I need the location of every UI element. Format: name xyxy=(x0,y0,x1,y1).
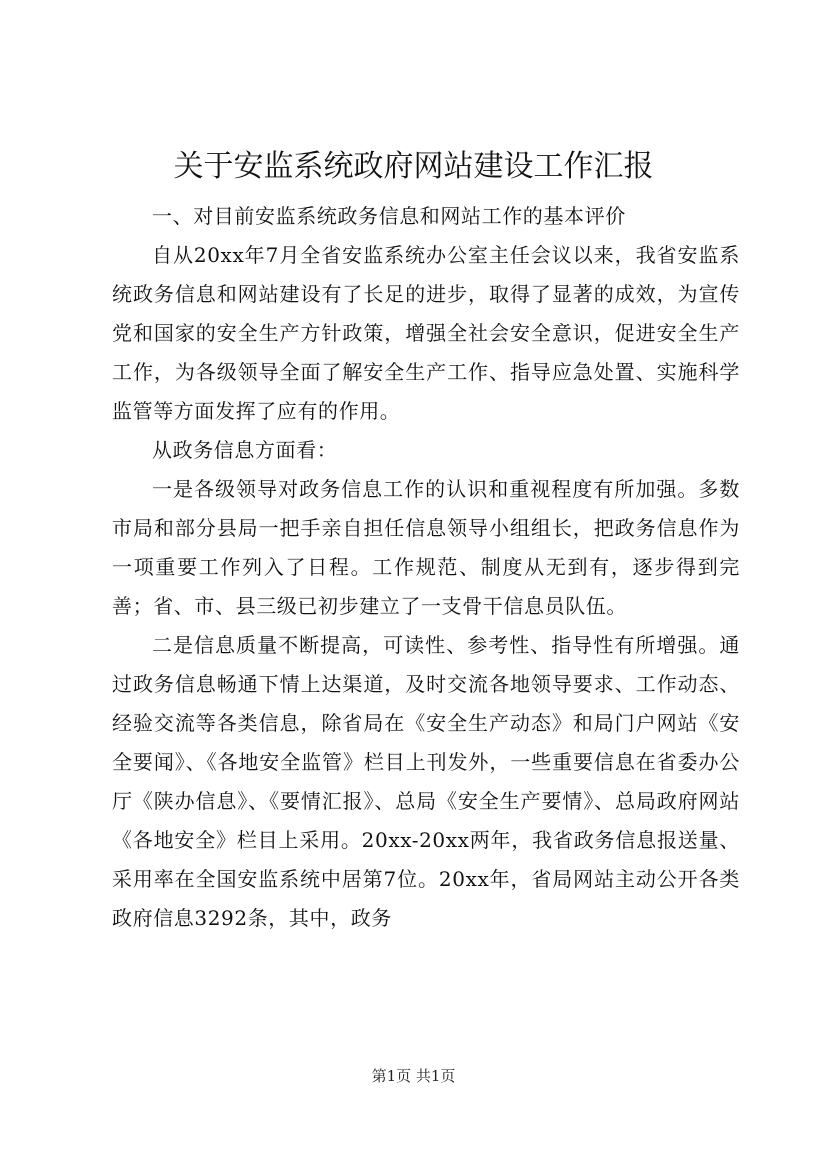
page-number-footer: 第1页 共1页 xyxy=(371,1067,456,1085)
paragraph: 一是各级领导对政务信息工作的认识和重视程度有所加强。多数市局和部分县局一把手亲自担任信息领导小组组长，把政务信息作为一项重要工作列入了日程。工作规范、制度从无到有，逐步得到完善；省、市、县三级已初步建立了一支骨干信息员队伍。 xyxy=(112,477,740,618)
paragraph: 二是信息质量不断提高，可读性、参考性、指导性有所增强。通过政务信息畅通下情上达渠道，及时交流各地领导要求、工作动态、经验交流等各类信息，除省局在《安全生产动态》和局门户网站《安全要闻》、《各地安全监管》栏目上刊发外，一些重要信息在省委办公厅《陕办信息》、《要情汇报》、总局《安全生产要情》、总局政府网站《各地安全》栏目上采用。20xx-20xx两年，我省政务信息报送量、采用率在全国安监系统中居第7位。20xx年，省局网站主动公开各类政府信息3292条，其中，政务 xyxy=(112,633,740,930)
document-title: 关于安监系统政府网站建设工作汇报 xyxy=(173,149,654,184)
paragraph: 从政务信息方面看： xyxy=(152,438,338,462)
paragraph: 自从20xx年7月全省安监系统办公室主任会议以来，我省安监系统政务信息和网站建设有了长足的进步，取得了显著的成效，为宣传党和国家的安全生产方针政策，增强全社会安全意识，促进安全生产工作，为各级领导全面了解安全生产工作、指导应急处置、实施科学监管等方面发挥了应有的作用。 xyxy=(112,243,740,423)
section-heading: 一、对目前安监系统政务信息和网站工作的基本评价 xyxy=(152,204,626,228)
document-body xyxy=(112,197,740,938)
